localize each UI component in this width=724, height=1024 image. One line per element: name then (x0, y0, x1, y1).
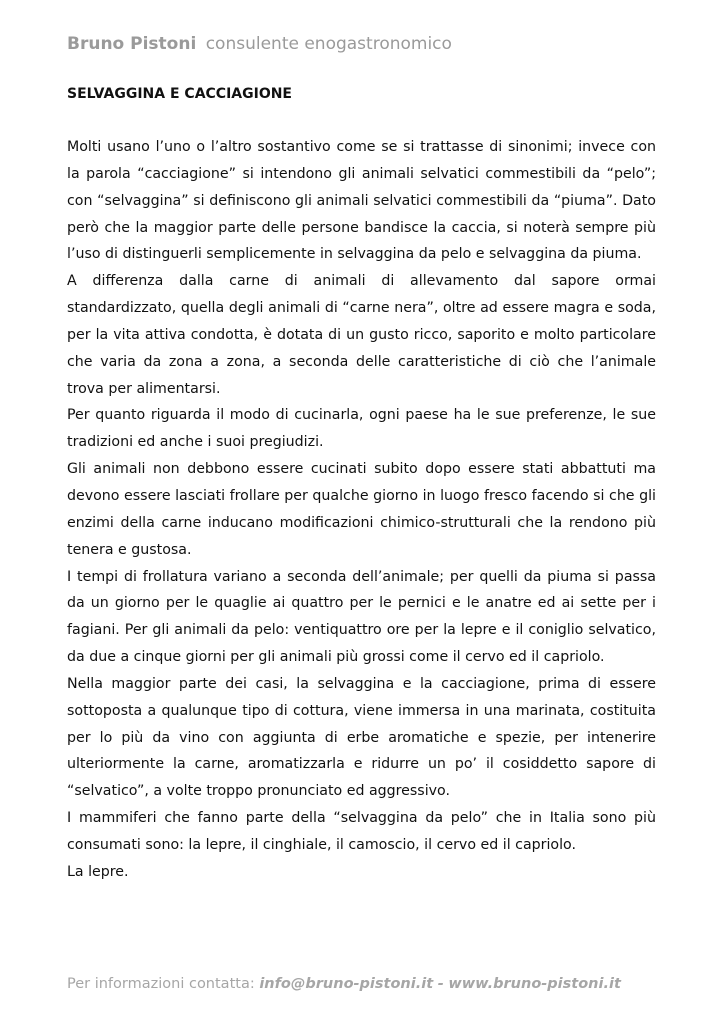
paragraph-6: Nella maggior parte dei casi, la selvaggina e la cacciagione, prima di essere sottoposta a qualunque tipo di cottura, viene immersa in una marinata, costituita per lo più da vino con aggiunta di erbe aromatiche e spezie, per intenerire ulteriormente la carne, aromatizzarla e ridurre un po’ il cosiddetto sapore di “selvatico”, a volte troppo pronunciato ed aggressivo. (67, 675, 656, 800)
paragraph-3: Per quanto riguarda il modo di cucinarla, ogni paese ha le sue preferenze, le sue tradizioni ed anche i suoi pregiudizi. (67, 407, 656, 451)
paragraph-2: A differenza dalla carne di animali di allevamento dal sapore ormai standardizzato, quella degli animali di “carne nera”, oltre ad essere magra e soda, per la vita attiva condotta, è dotata di un gusto ricco, saporito e molto particolare che varia da zona a zona, a seconda delle caratteristiche di ciò che l’animale trova per alimentarsi. (67, 273, 656, 397)
footer-email-link[interactable]: info@bruno-pistoni.it (259, 976, 434, 992)
document-title: SELVAGGINA E CACCIAGIONE (67, 86, 292, 102)
paragraph-7: I mammiferi che fanno parte della “selvaggina da pelo” che in Italia sono più consumati sono: la lepre, il cinghiale, il camoscio, il cervo ed il capriolo. (67, 810, 656, 853)
footer-separator: - (437, 976, 444, 992)
footer-website-link[interactable]: www.bruno-pistoni.it (448, 976, 621, 992)
author-name: Bruno Pistoni (67, 34, 197, 54)
page-footer (67, 976, 621, 992)
paragraph-5: I tempi di frollatura variano a seconda dell’animale; per quelli da piuma si passa da un giorno per le quaglie ai quattro per le pernici e le anatre ed ai sette per i fagiani. Per gli animali da pelo: ventiquattro ore per la lepre e il coniglio selvatico, da due a cinque giorni per gli animali più grossi come il cervo ed il capriolo. (67, 568, 656, 666)
document-body (67, 134, 656, 886)
footer-contact-label: Per informazioni contatta: (67, 976, 255, 992)
paragraph-1: Molti usano l’uno o l’altro sostantivo come se si trattasse di sinonimi; invece con la parola “cacciagione” si intendono gli animali selvatici commestibili da “pelo”; con “selvaggina” si definiscono gli animali selvatici commestibili da “piuma”. Dato però che la maggior parte delle persone bandisce la caccia, si noterà sempre più l’uso di distinguerli semplicemente in selvaggina da pelo e selvaggina da piuma. (67, 139, 656, 263)
page-header (67, 34, 452, 54)
paragraph-4: Gli animali non debbono essere cucinati subito dopo essere stati abbattuti ma devono essere lasciati frollare per qualche giorno in luogo fresco facendo si che gli enzimi della carne inducano modificazioni chimico-strutturali che la rendono più tenera e gustosa. (67, 461, 656, 558)
author-role: consulente enogastronomico (205, 34, 452, 54)
paragraph-8: La lepre. (67, 863, 129, 880)
